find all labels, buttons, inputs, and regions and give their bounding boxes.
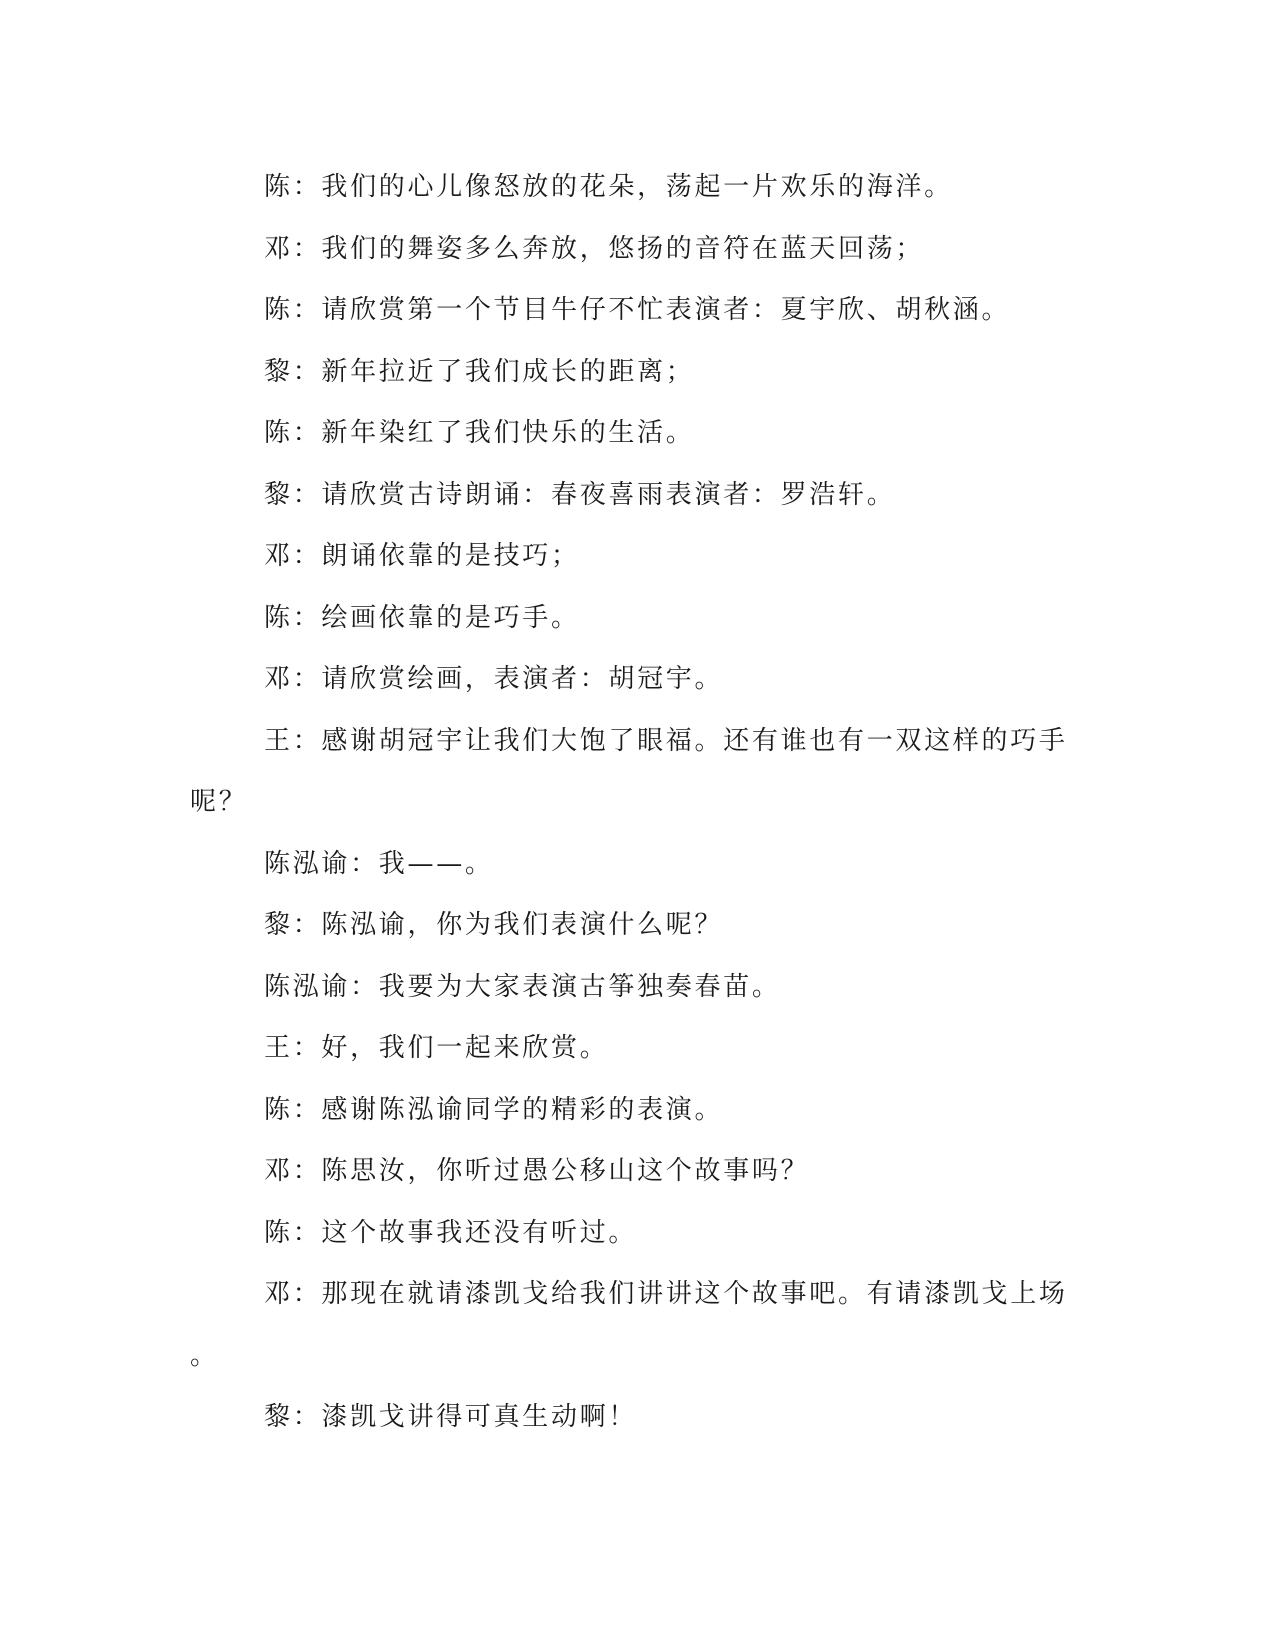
dialogue-line: 黎：新年拉近了我们成长的距离； bbox=[264, 356, 695, 387]
dialogue-line: 陈泓谕：我——。 bbox=[264, 848, 494, 879]
dialogue-line: 邓：陈思汝，你听过愚公移山这个故事吗？ bbox=[264, 1156, 810, 1186]
dialogue-line: 陈泓谕：我要为大家表演古筝独奏春苗。 bbox=[264, 971, 781, 1002]
dialogue-line: 邓：我们的舞姿多么奔放，悠扬的音符在蓝天回荡； bbox=[264, 233, 925, 264]
dialogue-line: 黎：陈泓谕，你为我们表演什么呢？ bbox=[264, 910, 724, 940]
dialogue-line: 邓：请欣赏绘画，表演者：胡冠宇。 bbox=[264, 664, 724, 694]
dialogue-line: 陈：绘画依靠的是巧手。 bbox=[264, 602, 580, 633]
document-body bbox=[190, 157, 1070, 1449]
dialogue-line: 陈：新年染红了我们快乐的生活。 bbox=[264, 418, 695, 448]
dialogue-line: 陈：请欣赏第一个节目牛仔不忙表演者：夏宇欣、胡秋涵。 bbox=[264, 295, 1011, 325]
dialogue-line: 黎：漆凯戈讲得可真生动啊！ bbox=[264, 1402, 638, 1432]
dialogue-line: 邓：那现在就请漆凯戈给我们讲讲这个故事吧。有请漆凯戈上场 。 bbox=[190, 1279, 1068, 1371]
dialogue-line: 王：感谢胡冠宇让我们大饱了眼福。还有谁也有一双这样的巧手 呢？ bbox=[190, 725, 1068, 817]
dialogue-line: 陈：我们的心儿像怒放的花朵，荡起一片欢乐的海洋。 bbox=[264, 172, 953, 202]
dialogue-line: 王：好，我们一起来欣赏。 bbox=[264, 1033, 609, 1063]
dialogue-line: 陈：这个故事我还没有听过。 bbox=[264, 1217, 638, 1248]
dialogue-line: 陈：感谢陈泓谕同学的精彩的表演。 bbox=[264, 1094, 724, 1125]
dialogue-line: 邓：朗诵依靠的是技巧； bbox=[264, 541, 580, 571]
dialogue-line: 黎：请欣赏古诗朗诵：春夜喜雨表演者：罗浩轩。 bbox=[264, 479, 896, 510]
